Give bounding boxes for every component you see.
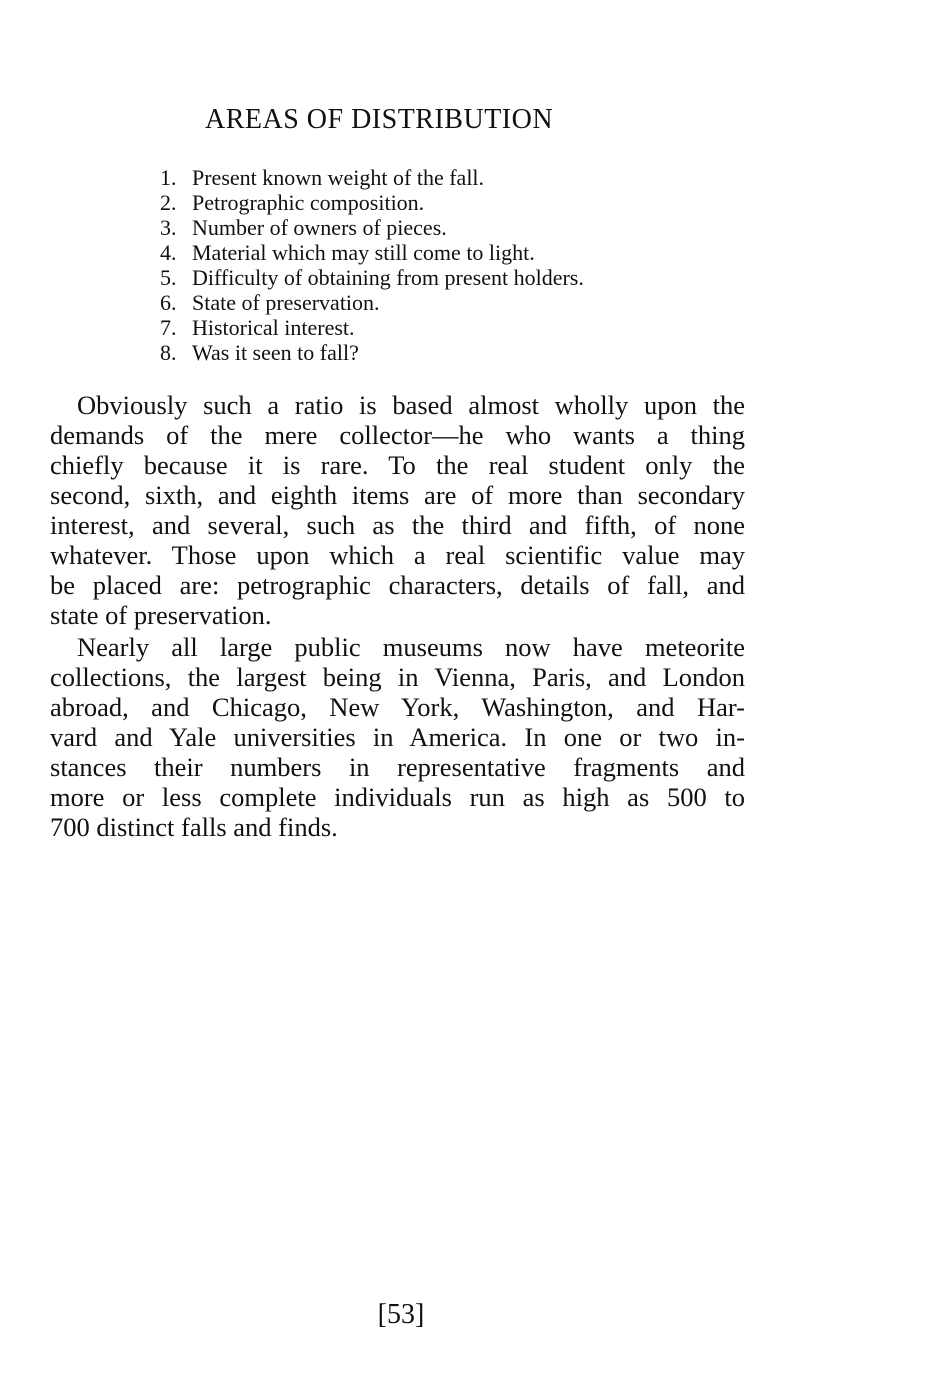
text-line: be placed are: petrographic characters, details of fall, and [50, 570, 745, 600]
list-item-number: 6. [160, 290, 177, 315]
list-item [160, 190, 584, 215]
text-line: 700 distinct falls and finds. [50, 812, 338, 842]
page-number: [53] [377, 1299, 425, 1330]
list-item-number: 4. [160, 240, 177, 265]
body-paragraph-2 [50, 632, 745, 842]
list-item-number: 8. [160, 340, 177, 365]
text-line: chiefly because it is rare. To the real student only the [50, 450, 745, 480]
list-item-number: 1. [160, 165, 177, 190]
text-line: second, sixth, and eighth items are of more than secondary [50, 480, 745, 510]
text-line: Nearly all large public museums now have meteorite [77, 632, 745, 662]
text-line: demands of the mere collector—he who wants a thing [50, 420, 745, 450]
list-item-text: State of preservation. [192, 290, 380, 315]
list-item-number: 7. [160, 315, 177, 340]
text-line: interest, and several, such as the third and fifth, of none [50, 510, 745, 540]
list-item [160, 315, 584, 340]
list-item [160, 165, 584, 190]
text-line: collections, the largest being in Vienna, Paris, and London [50, 662, 745, 692]
text-line: abroad, and Chicago, New York, Washington, and Har- [50, 692, 745, 722]
body-paragraph-1 [50, 390, 745, 630]
list-item-text: Was it seen to fall? [192, 340, 359, 365]
text-line: whatever. Those upon which a real scientific value may [50, 540, 745, 570]
text-line: more or less complete individuals run as high as 500 to [50, 782, 745, 812]
list-item-text: Petrographic composition. [192, 190, 425, 215]
text-line: Obviously such a ratio is based almost wholly upon the [77, 390, 745, 420]
list-item [160, 290, 584, 315]
list-item-text: Present known weight of the fall. [192, 165, 485, 190]
list-item-text: Number of owners of pieces. [192, 215, 447, 240]
list-item-number: 3. [160, 215, 177, 240]
list-item [160, 240, 584, 265]
text-line: state of preservation. [50, 600, 272, 630]
list-item [160, 265, 584, 290]
list-item [160, 215, 584, 240]
text-line: stances their numbers in representative fragments and [50, 752, 745, 782]
list-item-text: Difficulty of obtaining from present holders. [192, 265, 584, 290]
list-item-text: Historical interest. [192, 315, 355, 340]
list-item [160, 340, 584, 365]
list-item-number: 5. [160, 265, 177, 290]
list-item-number: 2. [160, 190, 177, 215]
text-line: vard and Yale universities in America. In one or two in- [50, 722, 745, 752]
list-item-text: Material which may still come to light. [192, 240, 535, 265]
criteria-list [160, 165, 584, 365]
running-head: AREAS OF DISTRIBUTION [205, 104, 554, 135]
